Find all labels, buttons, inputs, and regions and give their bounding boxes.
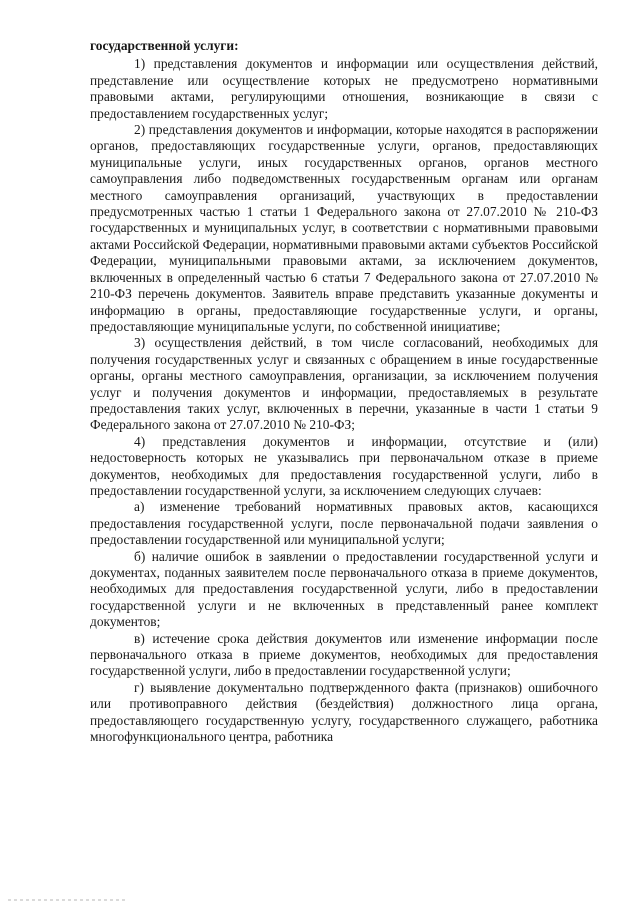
subitem-b: б) наличие ошибок в заявлении о предоставлении государственной услуги и документах, поданных заявителем после первоначального отказа в приеме документов, необходимых для предоставления государственной услуги, либо в предоставлении государственной услуги и не включенных в представленный ранее комплект документов;	[90, 548, 598, 630]
section-heading: государственной услуги:	[90, 38, 239, 53]
subitem-v: в) истечение срока действия документов или изменение информации после первоначального отказа в приеме документов, необходимых для предоставления государственной услуги, либо в предоставлении государственной услуги;	[90, 630, 598, 679]
subitem-g: г) выявление документально подтвержденного факта (признаков) ошибочного или противоправного действия (бездействия) должностного лица органа, предоставляющего государственную услугу, государственного служащего, работника многофункционального центра, работника	[90, 679, 598, 745]
paragraph-2: 2) представления документов и информации, которые находятся в распоряжении органов, предоставляющих государственные услуги, органов, предоставляющих муниципальные услуги, иных государственных органов, органов местного самоуправления либо подведомственных государственным органам или органам местного самоуправления организаций, участвующих в предоставлении предусмотренных частью 1 статьи 1 Федерального закона от 27.07.2010 № 210-ФЗ государственных и муниципальных услуг, в соответствии с нормативными правовыми актами Российской Федерации, нормативными правовыми актами субъектов Российской Федерации, муниципальными правовыми актами, за исключением документов, включенных в определенный частью 6 статьи 7 Федерального закона от 27.07.2010 № 210-ФЗ перечень документов. Заявитель вправе представить указанные документы и информацию в органы, предоставляющие государственные услуги, и органы, предоставляющие муниципальные услуги, по собственной инициативе;	[90, 122, 598, 334]
scan-edge-artifact	[8, 899, 128, 901]
paragraph-3: 3) осуществления действий, в том числе согласований, необходимых для получения государственных услуг и связанных с обращением в иные государственные органы, органы местного самоуправления, организации, за исключением получения услуг и получения документов и информации, предоставляемых в результате предоставления таких услуг, включенных в перечни, указанные в части 1 статьи 9 Федерального закона от 27.07.2010 № 210-ФЗ;	[90, 335, 598, 433]
paragraph-1: 1) представления документов и информации или осуществления действий, представление или осуществление которых не предусмотрено нормативными правовыми актами, регулирующими отношения, возникающие в связи с предоставлением государственных услуг;	[90, 56, 598, 121]
subitem-a: а) изменение требований нормативных правовых актов, касающихся предоставления государственной услуги, после первоначальной подачи заявления о предоставлении государственной или муниципальной услуги;	[90, 499, 598, 548]
paragraph-4: 4) представления документов и информации, отсутствие и (или) недостоверность которых не указывались при первоначальном отказе в приеме документов, необходимых для предоставления государственной услуги, либо в предоставлении государственной услуги, за исключением следующих случаев:	[90, 433, 598, 498]
